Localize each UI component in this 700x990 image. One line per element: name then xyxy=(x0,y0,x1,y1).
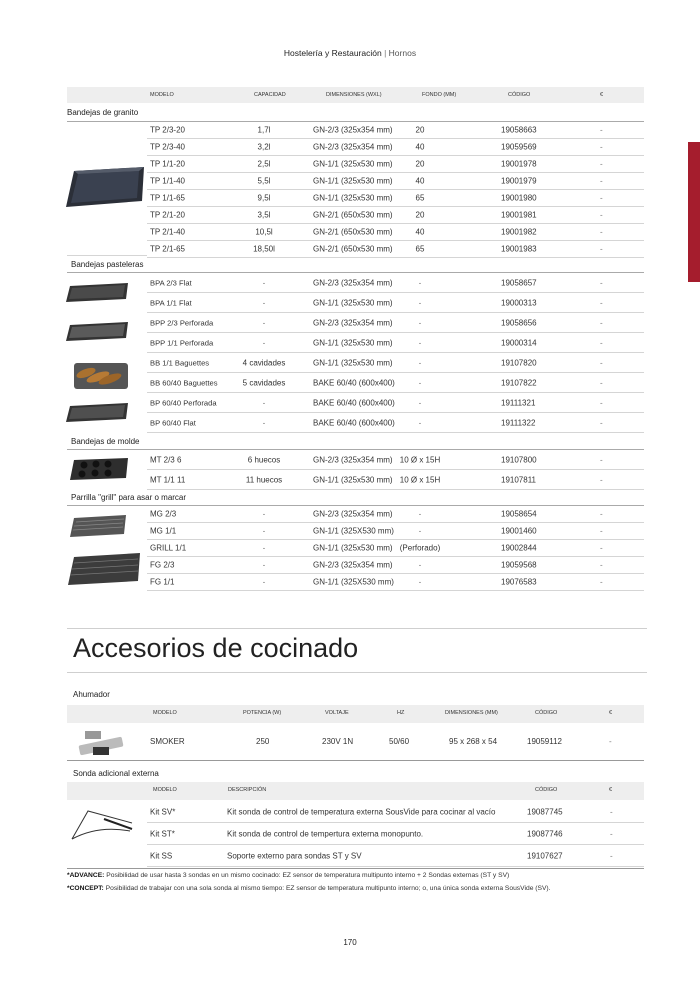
cell-fondo: - xyxy=(418,509,422,519)
granite-tray-image xyxy=(62,163,148,211)
cell-capacidad: 1,7l xyxy=(257,125,271,135)
header-title: Hostelería y Restauración xyxy=(283,48,382,58)
cell-fondo: 20 xyxy=(415,210,425,220)
grill-tray-image xyxy=(68,512,130,540)
col-potencia: POTENCIA (W) xyxy=(243,710,282,716)
col-codigo: CÓDIGO xyxy=(508,92,531,98)
cell-codigo: 19076583 xyxy=(501,577,537,587)
cell-precio: - xyxy=(600,193,603,203)
cell-fondo: 10 Ø x 15H xyxy=(399,475,441,484)
cell-dimensiones: GN-1/1 (325x530 mm) xyxy=(313,193,393,203)
table-row xyxy=(147,845,644,867)
note-advance-text: Posibilidad de usar hasta 3 sondas en un mismo cocinado: EZ sensor de temperatura multipunto interno + 2 Sondas externas (ST y SV) xyxy=(106,872,510,879)
cell-capacidad: - xyxy=(262,560,266,570)
table-row xyxy=(147,293,644,313)
cell-fondo: - xyxy=(418,378,422,387)
cell-modelo: BB 1/1 Baguettes xyxy=(150,358,210,367)
cell-capacidad: - xyxy=(262,318,266,327)
cell-modelo: MG 1/1 xyxy=(150,526,177,536)
table-row xyxy=(147,173,644,190)
cell-modelo: BPP 1/1 Perforada xyxy=(150,338,214,347)
col-dimensiones: DIMENSIONES (MM) xyxy=(445,710,498,716)
cell-fondo: - xyxy=(418,398,422,407)
bake-tray-image xyxy=(64,400,132,426)
cell-dimensiones: GN-2/3 (325x354 mm) xyxy=(313,278,393,287)
table-row xyxy=(147,801,644,823)
cell-codigo: 19107627 xyxy=(527,851,563,860)
cell-codigo: 19058654 xyxy=(501,509,537,519)
ahumador-column-header xyxy=(67,705,644,723)
cell-precio: - xyxy=(600,418,603,427)
cell-dimensiones: GN-1/1 (325x530 mm) xyxy=(313,338,393,347)
table-sonda xyxy=(147,801,644,867)
cell-modelo: BB 60/40 Baguettes xyxy=(150,378,218,387)
cell-modelo: MG 2/3 xyxy=(150,509,177,519)
col-hz: HZ xyxy=(397,710,405,716)
cell-modelo: TP 2/3-20 xyxy=(150,125,185,135)
cell-precio: - xyxy=(600,455,603,464)
col-precio: € xyxy=(609,710,613,716)
cell-codigo: 19087746 xyxy=(527,829,563,838)
cell-precio: - xyxy=(600,378,603,387)
chapter-tab xyxy=(688,142,700,282)
cell-precio: - xyxy=(600,176,603,186)
col-modelo: MODELO xyxy=(153,710,177,716)
table-row xyxy=(147,333,644,353)
cell-fondo: - xyxy=(418,560,422,570)
cell-precio: - xyxy=(600,577,603,587)
section-title-parrilla: Parrilla "grill" para asar o marcar xyxy=(71,493,187,502)
probe-image xyxy=(68,803,138,845)
table-row xyxy=(147,224,644,241)
cell-modelo: Kit SV* xyxy=(150,807,176,816)
table-row xyxy=(147,413,644,433)
section-title-granito: Bandejas de granito xyxy=(67,108,139,117)
cell-modelo: BPA 2/3 Flat xyxy=(150,278,192,287)
cell-codigo: 19001981 xyxy=(501,210,537,220)
cell-fondo: - xyxy=(418,418,422,427)
col-voltaje: VOLTAJE xyxy=(325,710,349,716)
col-codigo: CÓDIGO xyxy=(535,787,558,793)
cell-codigo: 19002844 xyxy=(501,543,537,553)
grill-grid-image xyxy=(66,549,144,589)
cell-codigo: 19107800 xyxy=(501,455,537,464)
cell-precio: - xyxy=(600,227,603,237)
cell-codigo: 19059112 xyxy=(527,737,562,746)
cell-modelo: BPA 1/1 Flat xyxy=(150,298,192,307)
cell-codigo: 19000313 xyxy=(501,298,537,307)
cell-modelo: TP 1/1-65 xyxy=(150,193,185,203)
cell-precio: - xyxy=(600,358,603,367)
cell-codigo: 19107811 xyxy=(501,475,536,484)
cell-fondo: - xyxy=(418,278,422,287)
cell-modelo: FG 2/3 xyxy=(150,560,175,570)
cell-dimensiones: GN-2/1 (650x530 mm) xyxy=(313,244,393,254)
cell-precio: - xyxy=(600,244,603,254)
cell-precio: - xyxy=(600,318,603,327)
cell-dimensiones: GN-1/1 (325x530 mm) xyxy=(313,176,393,186)
cell-capacidad: - xyxy=(262,298,266,307)
cell-precio: - xyxy=(600,298,603,307)
cell-dimensiones: GN-2/3 (325x354 mm) xyxy=(313,318,393,327)
cell-codigo: 19111322 xyxy=(501,418,536,427)
cell-capacidad: - xyxy=(262,543,266,553)
table-row xyxy=(147,313,644,333)
cell-dimensiones: GN-1/1 (325x530 mm) xyxy=(313,543,393,553)
cell-modelo: FG 1/1 xyxy=(150,577,175,587)
table-row xyxy=(147,353,644,373)
table-row xyxy=(147,273,644,293)
cell-modelo: BP 60/40 Flat xyxy=(150,418,196,427)
col-codigo: CÓDIGO xyxy=(535,710,558,716)
col-modelo: MODELO xyxy=(150,92,174,98)
cell-precio: - xyxy=(600,509,603,519)
cell-descripcion: Kit sonda de control de tempertura externa monopunto. xyxy=(227,829,424,838)
ahumador-row xyxy=(67,723,644,761)
cell-dimensiones: 95 x 268 x 54 xyxy=(449,737,498,746)
cell-capacidad: - xyxy=(262,577,266,587)
cell-modelo: MT 2/3 6 xyxy=(150,455,182,464)
cell-modelo: GRILL 1/1 xyxy=(150,543,187,553)
cell-voltaje: 230V 1N xyxy=(322,737,354,746)
table-molde xyxy=(147,450,644,490)
cell-capacidad: - xyxy=(262,398,266,407)
cell-precio: - xyxy=(600,142,603,152)
header-separator: | xyxy=(384,48,387,58)
cell-precio: - xyxy=(600,125,603,135)
divider xyxy=(67,868,644,869)
cell-dimensiones: BAKE 60/40 (600x400) xyxy=(313,398,395,407)
cell-precio: - xyxy=(600,278,603,287)
cell-fondo: - xyxy=(418,298,422,307)
cell-capacidad: - xyxy=(262,338,266,347)
cell-capacidad: 10,5l xyxy=(255,227,273,237)
col-dimensiones: DIMENSIONES (WXL) xyxy=(326,92,382,98)
table-row xyxy=(147,156,644,173)
note-concept-text: Posibilidad de trabajar con una sola sonda al mismo tiempo: EZ sensor de temperatura multipunto interno; o, una única sonda externa SousVide (SV). xyxy=(105,885,551,892)
cell-fondo: 40 xyxy=(415,142,425,152)
table-pasteleras xyxy=(147,273,644,433)
accesorios-title: Accesorios de cocinado xyxy=(73,633,359,663)
cell-descripcion: Kit sonda de control de temperatura externa SousVide para cocinar al vacío xyxy=(227,807,496,816)
cell-modelo: TP 2/1-40 xyxy=(150,227,185,237)
cell-dimensiones: GN-2/1 (650x530 mm) xyxy=(313,210,393,220)
cell-capacidad: - xyxy=(262,509,266,519)
cell-capacidad: 9,5l xyxy=(257,193,271,203)
note-advance xyxy=(67,872,509,879)
cell-dimensiones: GN-2/3 (325x354 mm) xyxy=(313,125,393,135)
page-number: 170 xyxy=(343,938,357,947)
cell-codigo: 19001460 xyxy=(501,526,537,536)
table-row xyxy=(147,190,644,207)
baguette-tray-image xyxy=(70,355,132,393)
smoker-image xyxy=(75,725,133,759)
cell-codigo: 19001978 xyxy=(501,159,537,169)
cell-codigo: 19001982 xyxy=(501,227,537,237)
cell-precio: - xyxy=(600,543,603,553)
cell-codigo: 19107822 xyxy=(501,378,537,387)
note-concept xyxy=(67,885,551,892)
cell-dimensiones: BAKE 60/40 (600x400) xyxy=(313,378,395,387)
cell-modelo: TP 2/3-40 xyxy=(150,142,185,152)
cell-precio: - xyxy=(609,737,612,746)
table-row xyxy=(147,241,644,258)
cell-precio: - xyxy=(610,829,613,838)
cell-codigo: 19058656 xyxy=(501,318,537,327)
cell-dimensiones: GN-1/1 (325X530 mm) xyxy=(313,526,394,536)
cell-fondo: 20 xyxy=(415,159,425,169)
table-row xyxy=(147,139,644,156)
section-title-ahumador: Ahumador xyxy=(73,690,110,699)
cell-codigo: 19001980 xyxy=(501,193,537,203)
table-row xyxy=(147,450,644,470)
divider xyxy=(67,628,647,629)
cell-fondo: - xyxy=(418,577,422,587)
cell-capacidad: 3,2l xyxy=(257,142,271,152)
cell-dimensiones: GN-2/3 (325x354 mm) xyxy=(313,142,393,152)
cell-fondo: - xyxy=(418,318,422,327)
cell-precio: - xyxy=(600,398,603,407)
cell-dimensiones: GN-1/1 (325x530 mm) xyxy=(313,475,393,484)
cell-dimensiones: GN-2/1 (650x530 mm) xyxy=(313,227,393,237)
cell-capacidad: 6 huecos xyxy=(247,455,281,464)
cell-precio: - xyxy=(600,159,603,169)
cell-modelo: TP 2/1-65 xyxy=(150,244,185,254)
cell-fondo: 40 xyxy=(415,176,425,186)
table-granito xyxy=(147,122,644,258)
cell-codigo: 19059569 xyxy=(501,142,537,152)
cell-dimensiones: GN-2/3 (325x354 mm) xyxy=(313,560,393,570)
cell-modelo: Kit SS xyxy=(150,851,173,860)
cell-capacidad: 18,50l xyxy=(253,244,275,254)
section-title-molde: Bandejas de molde xyxy=(71,437,140,446)
cell-dimensiones: GN-1/1 (325X530 mm) xyxy=(313,577,394,587)
cell-capacidad: - xyxy=(262,418,266,427)
cell-fondo: 65 xyxy=(415,244,425,254)
table-row xyxy=(147,373,644,393)
cell-modelo: MT 1/1 11 xyxy=(150,475,186,484)
header-subtitle: Hornos xyxy=(388,48,417,58)
cell-precio: - xyxy=(610,807,613,816)
table-row xyxy=(147,557,644,574)
cell-dimensiones: GN-2/3 (325x354 mm) xyxy=(313,455,393,464)
note-advance-label: *ADVANCE: xyxy=(67,872,105,879)
cell-capacidad: 4 cavidades xyxy=(242,358,286,367)
section-title-sonda: Sonda adicional externa xyxy=(73,769,159,778)
cell-capacidad: - xyxy=(262,278,266,287)
cell-dimensiones: GN-2/3 (325x354 mm) xyxy=(313,509,393,519)
table-row xyxy=(147,574,644,591)
cell-codigo: 19107820 xyxy=(501,358,537,367)
table-row xyxy=(147,122,644,139)
note-concept-label: *CONCEPT: xyxy=(67,885,104,892)
perforated-tray-image xyxy=(64,319,132,345)
cell-fondo: 20 xyxy=(415,125,425,135)
cell-modelo: BPP 2/3 Perforada xyxy=(150,318,214,327)
cell-capacidad: 3,5l xyxy=(257,210,271,220)
cell-modelo: TP 1/1-20 xyxy=(150,159,185,169)
cell-modelo: TP 1/1-40 xyxy=(150,176,185,186)
cell-capacidad: 11 huecos xyxy=(245,475,283,484)
cell-codigo: 19001979 xyxy=(501,176,537,186)
cell-precio: - xyxy=(600,210,603,220)
col-precio: € xyxy=(609,787,613,793)
col-descripcion: DESCRIPCIÓN xyxy=(228,787,267,793)
cell-codigo: 19087745 xyxy=(527,807,563,816)
col-modelo: MODELO xyxy=(153,787,177,793)
cell-fondo: (Perforado) xyxy=(399,543,441,553)
cell-modelo: BP 60/40 Perforada xyxy=(150,398,217,407)
cell-codigo: 19058657 xyxy=(501,278,537,287)
table-row xyxy=(147,823,644,845)
cell-capacidad: - xyxy=(262,526,266,536)
cell-dimensiones: GN-1/1 (325x530 mm) xyxy=(313,358,393,367)
table-column-header xyxy=(67,87,644,103)
table-row xyxy=(147,207,644,224)
divider xyxy=(67,672,647,673)
cell-fondo: 65 xyxy=(415,193,425,203)
cell-fondo: 40 xyxy=(415,227,425,237)
cell-capacidad: 2,5l xyxy=(257,159,271,169)
cell-fondo: 10 Ø x 15H xyxy=(399,455,441,464)
table-row xyxy=(147,506,644,523)
cell-modelo: SMOKER xyxy=(150,737,185,746)
sonda-column-header xyxy=(67,782,644,800)
cell-hz: 50/60 xyxy=(389,737,410,746)
table-row xyxy=(147,470,644,490)
cell-precio: - xyxy=(600,526,603,536)
cell-precio: - xyxy=(600,338,603,347)
cell-dimensiones: GN-1/1 (325x530 mm) xyxy=(313,298,393,307)
cell-capacidad: 5 cavidades xyxy=(242,378,286,387)
cell-fondo: - xyxy=(418,338,422,347)
col-precio: € xyxy=(600,92,604,98)
cell-modelo: Kit ST* xyxy=(150,829,175,838)
cell-codigo: 19059568 xyxy=(501,560,537,570)
cell-codigo: 19058663 xyxy=(501,125,537,135)
cell-potencia: 250 xyxy=(256,737,270,746)
cell-modelo: TP 2/1-20 xyxy=(150,210,185,220)
flat-tray-image xyxy=(64,280,132,306)
cell-precio: - xyxy=(600,475,603,484)
cell-capacidad: 5,5l xyxy=(257,176,271,186)
cell-precio: - xyxy=(610,851,613,860)
mould-tray-image xyxy=(68,456,132,482)
table-row xyxy=(147,523,644,540)
cell-precio: - xyxy=(600,560,603,570)
cell-descripcion: Soporte externo para sondas ST y SV xyxy=(227,851,362,860)
table-row xyxy=(147,540,644,557)
page-header xyxy=(0,48,700,58)
cell-codigo: 19111321 xyxy=(501,398,536,407)
cell-dimensiones: BAKE 60/40 (600x400) xyxy=(313,418,395,427)
col-capacidad: CAPACIDAD xyxy=(254,92,286,98)
section-title-pasteleras: Bandejas pasteleras xyxy=(71,260,144,269)
cell-codigo: 19000314 xyxy=(501,338,537,347)
table-parrilla xyxy=(147,506,644,591)
cell-dimensiones: GN-1/1 (325x530 mm) xyxy=(313,159,393,169)
cell-fondo: - xyxy=(418,526,422,536)
cell-fondo: - xyxy=(418,358,422,367)
col-fondo: FONDO (MM) xyxy=(422,92,457,98)
cell-codigo: 19001983 xyxy=(501,244,537,254)
table-row xyxy=(147,393,644,413)
